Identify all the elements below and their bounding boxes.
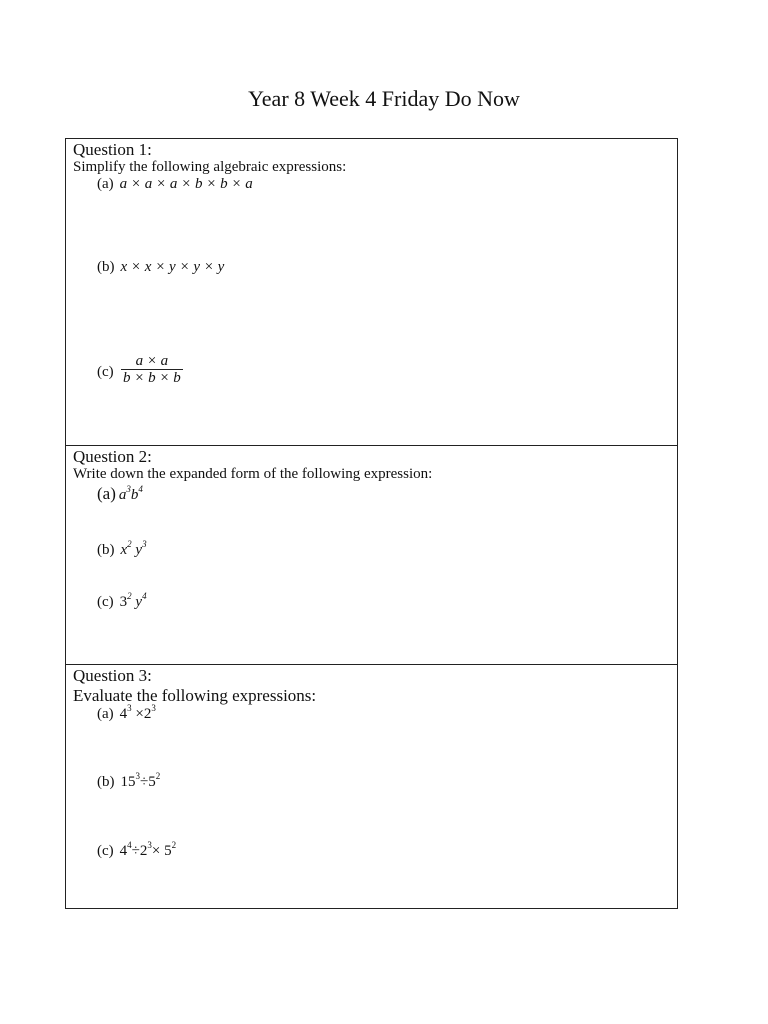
base: 5	[148, 774, 156, 790]
expression	[119, 840, 177, 859]
base: 5	[164, 843, 172, 859]
question-3-box	[66, 664, 677, 910]
question-1a	[97, 176, 253, 193]
operator: ×	[135, 706, 144, 722]
operator: ÷	[140, 774, 149, 790]
base: y	[135, 542, 143, 558]
worksheet-table	[65, 138, 678, 909]
expression	[118, 484, 143, 503]
question-3-instruction: Evaluate the following expressions:	[73, 686, 317, 705]
question-3-heading: Question 3:	[73, 666, 152, 685]
item-label: (a)	[97, 176, 114, 192]
operator: ×	[151, 843, 161, 859]
expression: x × x × y × y × y	[120, 259, 225, 275]
question-2-box	[66, 445, 677, 664]
expression	[120, 539, 147, 558]
expression	[119, 591, 147, 610]
question-3a	[97, 703, 156, 723]
item-label: (c)	[97, 843, 114, 859]
fraction	[121, 353, 183, 386]
exponent: 4	[138, 484, 143, 494]
question-1-box	[66, 139, 677, 445]
item-label: (b)	[97, 774, 115, 790]
exponent: 3	[135, 771, 140, 781]
expression: a × a × a × b × b × a	[119, 176, 253, 192]
exponent: 3	[151, 703, 156, 713]
fraction-numerator: a × a	[121, 353, 183, 370]
base: y	[135, 594, 143, 610]
question-3b	[97, 771, 161, 791]
exponent: 4	[127, 840, 132, 850]
base: b	[130, 487, 139, 503]
question-1-heading: Question 1:	[73, 140, 152, 159]
question-2-heading: Question 2:	[73, 447, 152, 466]
base: a	[118, 487, 127, 503]
exponent: 3	[127, 703, 132, 713]
base: 4	[119, 706, 128, 722]
fraction-denominator: b × b × b	[123, 370, 181, 386]
exponent: 4	[142, 591, 147, 601]
question-1-instruction: Simplify the following algebraic expressions:	[73, 159, 347, 175]
exponent: 2	[171, 840, 177, 850]
item-label: (b)	[97, 542, 115, 558]
base: x	[120, 542, 128, 558]
exponent: 3	[142, 539, 147, 549]
item-label: (b)	[97, 259, 115, 275]
question-1b	[97, 259, 224, 276]
expression	[119, 703, 156, 722]
exponent: 3	[147, 840, 152, 850]
question-2-instruction: Write down the expanded form of the following expression:	[73, 466, 433, 482]
item-label: (a)	[97, 706, 114, 722]
operator: ÷	[131, 843, 140, 859]
expression	[120, 771, 161, 790]
question-2c	[97, 591, 147, 611]
item-label: (a)	[97, 484, 116, 503]
base: 3	[119, 594, 128, 610]
base: 15	[120, 774, 136, 790]
question-2a	[97, 484, 143, 504]
question-3c	[97, 840, 177, 860]
exponent: 2	[127, 591, 132, 601]
exponent: 2	[127, 539, 132, 549]
base: 2	[139, 843, 148, 859]
page-title: Year 8 Week 4 Friday Do Now	[248, 86, 520, 111]
exponent: 3	[126, 484, 131, 494]
exponent: 2	[155, 771, 161, 781]
base: 2	[143, 706, 152, 722]
question-2b	[97, 539, 147, 559]
item-label: (c)	[97, 594, 114, 610]
base: 4	[119, 843, 128, 859]
item-label: (c)	[97, 364, 114, 380]
